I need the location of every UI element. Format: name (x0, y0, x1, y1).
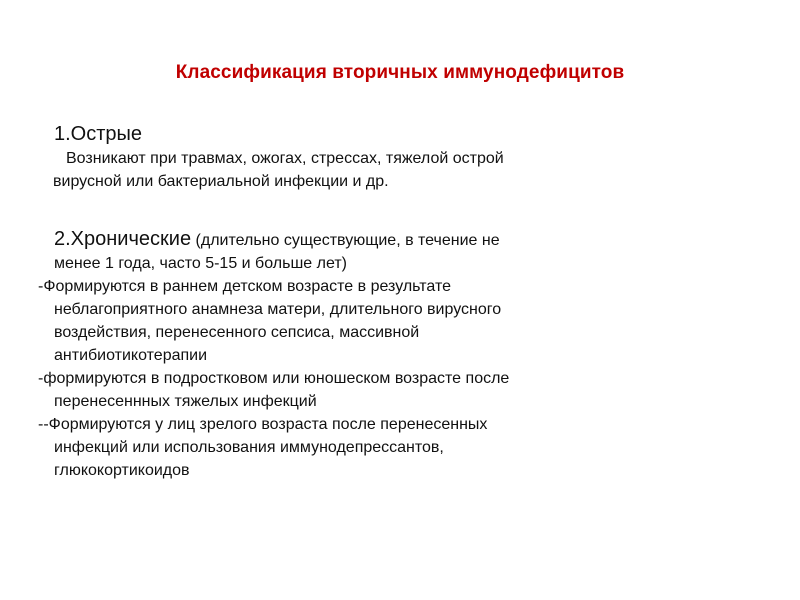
list-item (38, 275, 758, 367)
list-item (38, 413, 758, 482)
acute-line-2: вирусной или бактериальной инфекции и др. (53, 173, 389, 190)
list-item-line: антибиотикотерапии (54, 347, 208, 364)
chronic-section (38, 226, 758, 482)
chronic-heading-row (38, 226, 758, 252)
list-item-line: -Формируются в раннем детском возрасте в результате (38, 278, 452, 295)
chronic-heading: 2.Хронические (54, 228, 192, 250)
acute-line-1: Возникают при травмах, ожогах, стрессах, тяжелой острой (66, 150, 504, 167)
acute-section (38, 121, 758, 193)
slide-title: Классификация вторичных иммунодефицитов (175, 62, 625, 83)
list-item-line: перенесеннных тяжелых инфекций (54, 393, 317, 410)
chronic-note-line2: менее 1 года, часто 5-15 и больше лет) (54, 255, 347, 272)
list-item (38, 367, 758, 413)
list-item-line: неблагоприятного анамнеза матери, длительного вирусного (54, 301, 502, 318)
list-item-line: воздействия, перенесенного сепсиса, массивной (54, 324, 420, 341)
list-item-line: инфекций или использования иммунодепрессантов, (54, 439, 444, 456)
list-item-line: -формируются в подростковом или юношеском возрасте после (38, 370, 510, 387)
acute-heading: 1.Острые (54, 123, 143, 145)
list-item-line: --Формируются у лиц зрелого возраста после перенесенных (38, 416, 488, 433)
list-item-line: глюкокортикоидов (54, 462, 190, 479)
chronic-note: (длительно существующие, в течение не (195, 232, 500, 249)
